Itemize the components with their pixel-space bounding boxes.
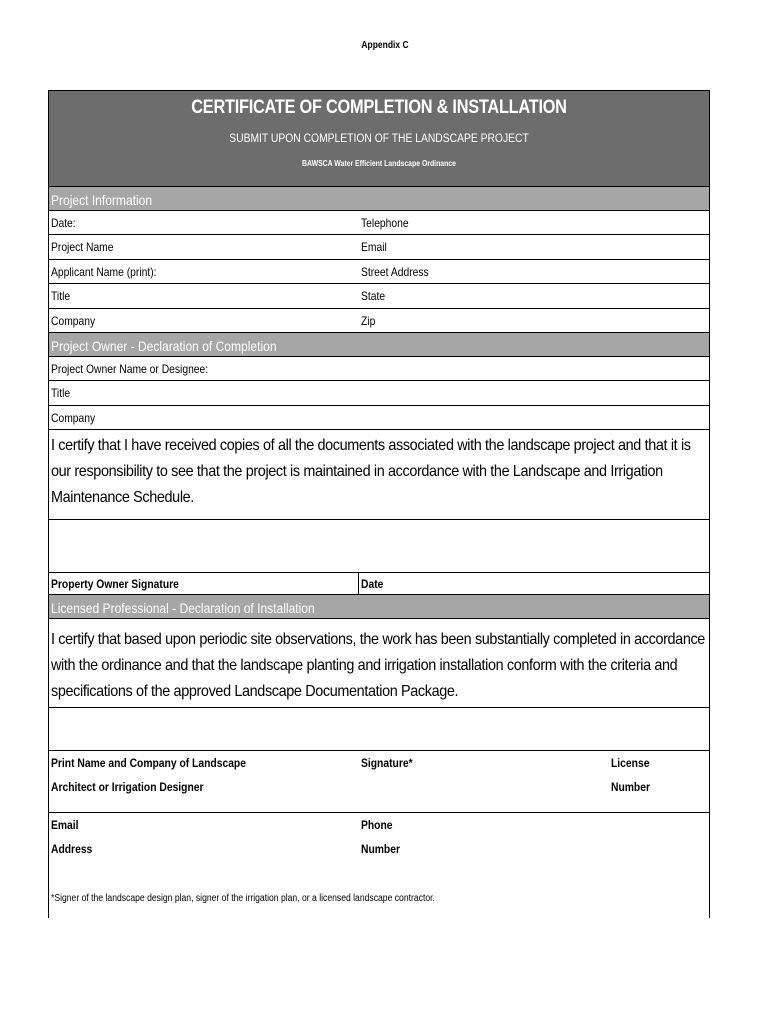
company-field[interactable] [49,309,359,332]
owner-name-field[interactable] [49,357,709,381]
professional-signature-area[interactable] [49,708,709,751]
field-label: Project Owner Name or Designee: [51,361,209,376]
date-field[interactable] [49,211,359,234]
field-row[interactable] [49,235,709,259]
owner-date-field[interactable]: Date [361,577,384,592]
field-label: Title [51,289,71,304]
field-row[interactable] [49,211,709,235]
ordinance-label: BAWSCA Water Efficient Landscape Ordinance [302,159,456,168]
spacer [49,865,709,893]
print-name-field[interactable]: Print Name and Company of Landscape Architect or Irrigation Designer [51,756,246,795]
field-label: Street Address [361,264,429,279]
field-label: Zip [361,313,376,328]
owner-company-field[interactable] [49,406,709,430]
street-address-field[interactable] [359,260,709,283]
license-number-field[interactable]: License Number [611,756,650,795]
field-label: Email [361,240,387,255]
zip-field[interactable] [359,309,709,332]
email-field[interactable] [359,235,709,258]
field-row[interactable] [49,260,709,284]
field-label: State [361,289,386,304]
appendix-label: Appendix C [361,40,409,51]
certificate-form [48,90,710,918]
title-field[interactable] [49,284,359,307]
professional-certification-text: I certify that based upon periodic site observations, the work has been substantially completed in accordance with the ordinance and that the landscape planting and irrigation installation conform with the criteria and specifications of the approved Landscape Documentation Package. [49,619,709,708]
phone-number-field[interactable]: Phone Number [361,818,400,857]
field-label: Date: [51,216,76,230]
form-title: CERTIFICATE OF COMPLETION & INSTALLATION [191,97,567,118]
field-label: Title [51,386,71,401]
section-heading: Project Information [51,192,153,208]
field-label: Telephone [361,216,409,230]
owner-title-field[interactable] [49,381,709,405]
form-header [49,91,709,187]
project-name-field[interactable] [49,235,359,258]
field-label: Project Name [51,240,114,255]
section-heading: Licensed Professional - Declaration of Installation [51,600,315,617]
field-label: Applicant Name (print): [51,264,157,279]
field-label: Company [51,313,96,328]
signature-field[interactable]: Signature* [361,756,413,771]
owner-certification-text: I certify that I have received copies of all the documents associated with the landscape project and that it is our responsibility to see that the project is maintained in accordance with the Landscape and Irrigation Maintenance Schedule. [49,430,709,520]
field-label: Company [51,410,96,425]
section-heading: Project Owner - Declaration of Completion [51,337,277,354]
state-field[interactable] [359,284,709,307]
field-row[interactable] [49,309,709,333]
professional-signature-row [49,751,709,813]
section-owner-declaration [49,333,709,357]
form-subtitle: SUBMIT UPON COMPLETION OF THE LANDSCAPE PROJECT [229,131,529,145]
telephone-field[interactable] [359,211,709,234]
field-row[interactable] [49,284,709,308]
section-project-information [49,187,709,211]
owner-signature-field[interactable]: Property Owner Signature [49,573,359,594]
footnote: *Signer of the landscape design plan, signer of the irrigation plan, or a licensed landscape contractor. [51,893,435,905]
owner-signature-area[interactable] [49,520,709,573]
applicant-name-field[interactable] [49,260,359,283]
section-professional-declaration [49,595,709,619]
email-address-field[interactable]: Email Address [51,818,93,857]
professional-contact-row [49,813,709,865]
owner-signature-row [49,573,709,595]
